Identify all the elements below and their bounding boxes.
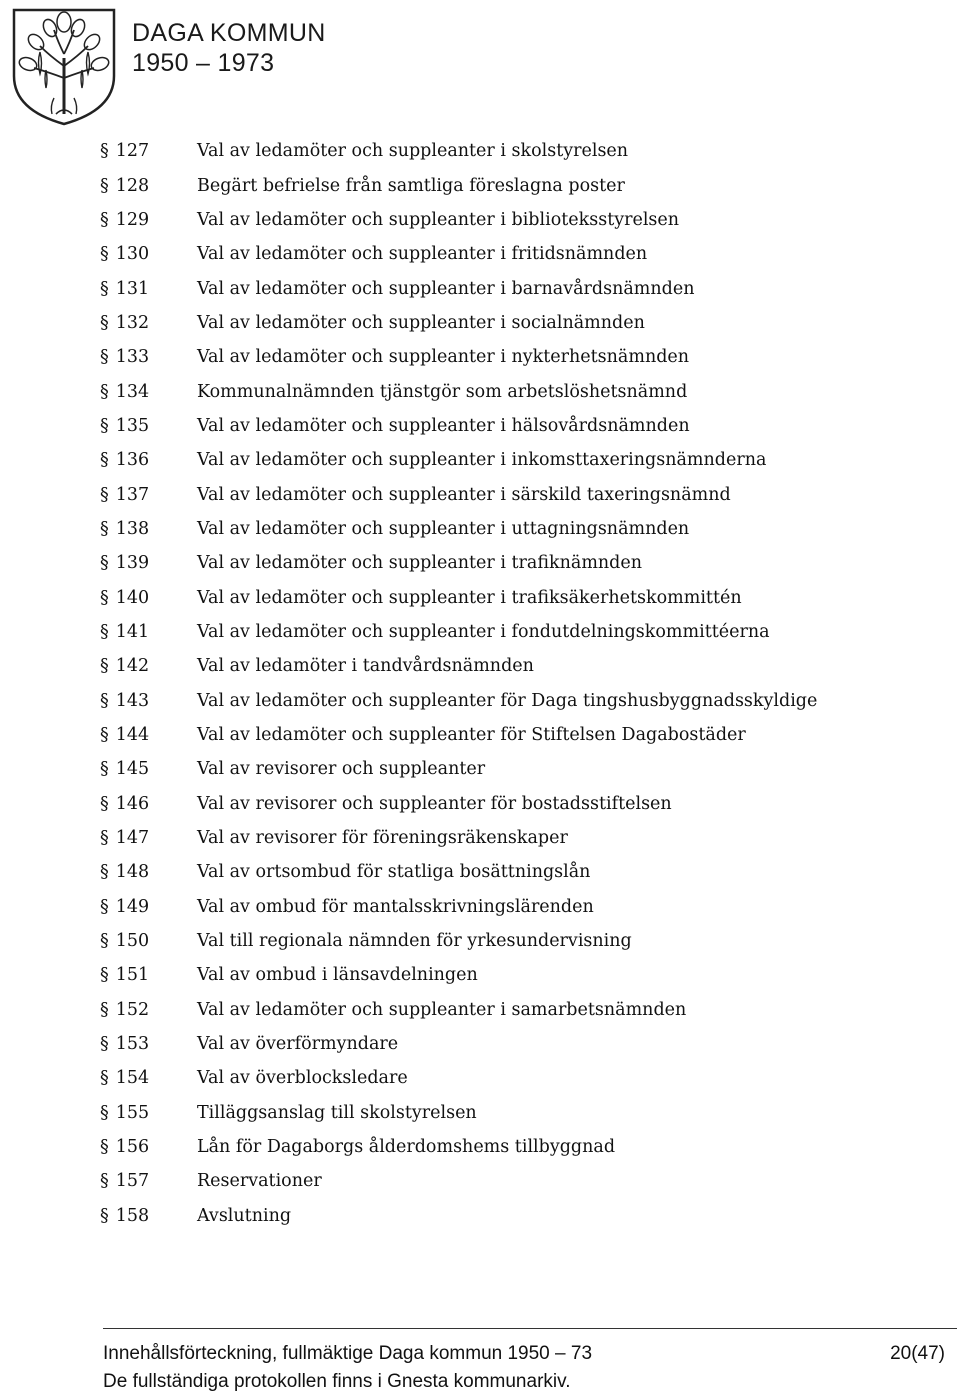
list-item: [100, 1096, 940, 1130]
paragraph-number: [100, 794, 197, 814]
list-item: [100, 752, 940, 786]
entry-title: Val av ledamöter och suppleanter i socialnämnden: [197, 312, 645, 333]
entry-title: Val av ledamöter och suppleanter i inkomsttaxeringsnämnderna: [197, 450, 767, 471]
entry-title: Val av ledamöter och suppleanter i särskild taxeringsnämnd: [197, 484, 731, 505]
section-sign-icon: §: [100, 965, 109, 986]
paragraph-number-value: 146: [115, 793, 150, 814]
title-block: [132, 18, 326, 78]
list-item: [100, 1199, 940, 1233]
entry-title: Val av ledamöter och suppleanter i trafiksäkerhetskommittén: [197, 587, 742, 608]
paragraph-number: [100, 210, 197, 230]
entry-title: Lån för Dagaborgs ålderdomshems tillbyggnad: [197, 1137, 616, 1158]
section-sign-icon: §: [100, 931, 109, 952]
list-item: [100, 374, 940, 408]
list-item: [100, 924, 940, 958]
section-sign-icon: §: [100, 828, 109, 849]
section-sign-icon: §: [100, 1034, 109, 1055]
section-sign-icon: §: [100, 312, 109, 333]
entry-title: Val av ledamöter och suppleanter i barnavårdsnämnden: [197, 278, 695, 299]
paragraph-number-value: 156: [115, 1137, 150, 1158]
entry-title: Val av överförmyndare: [197, 1034, 399, 1055]
list-item: [100, 890, 940, 924]
paragraph-number: [100, 382, 197, 402]
paragraph-number: [100, 279, 197, 299]
paragraph-number-value: 145: [115, 759, 150, 780]
paragraph-number-value: 139: [115, 553, 150, 574]
entry-title: Val av ledamöter och suppleanter i fondutdelningskommittéerna: [197, 621, 770, 642]
entry-title: Val av ombud för mantalsskrivningslärenden: [197, 896, 594, 917]
list-item: [100, 306, 940, 340]
section-sign-icon: §: [100, 1171, 109, 1192]
entry-title: Begärt befrielse från samtliga föreslagna poster: [197, 175, 625, 196]
entry-title: Tilläggsanslag till skolstyrelsen: [197, 1102, 477, 1123]
footer-archive-note: De fullständiga protokollen finns i Gnesta kommunarkiv.: [103, 1371, 571, 1392]
section-sign-icon: §: [100, 1205, 109, 1226]
list-item: [100, 649, 940, 683]
entry-title: Val av överblocksledare: [197, 1068, 408, 1089]
section-sign-icon: §: [100, 347, 109, 368]
section-sign-icon: §: [100, 484, 109, 505]
section-sign-icon: §: [100, 999, 109, 1020]
entry-title: Val av ledamöter och suppleanter i trafiknämnden: [197, 553, 643, 574]
list-item: [100, 787, 940, 821]
paragraph-number: [100, 176, 197, 196]
section-sign-icon: §: [100, 175, 109, 196]
paragraph-number-value: 149: [115, 896, 150, 917]
list-item: [100, 1027, 940, 1061]
paragraph-number-value: 127: [115, 141, 150, 162]
paragraph-number-value: 144: [115, 725, 150, 746]
entry-title: Kommunalnämnden tjänstgör som arbetslöshetsnämnd: [197, 381, 688, 402]
section-sign-icon: §: [100, 518, 109, 539]
entry-title: Val av ledamöter och suppleanter i biblioteksstyrelsen: [197, 209, 680, 230]
list-item: [100, 443, 940, 477]
entry-title: Val av ledamöter och suppleanter i nykterhetsnämnden: [197, 347, 690, 368]
paragraph-number-value: 152: [115, 999, 150, 1020]
coat-of-arms-icon: [10, 6, 118, 126]
paragraph-number: [100, 897, 197, 917]
paragraph-number-value: 148: [115, 862, 150, 883]
list-item: [100, 615, 940, 649]
entry-title: Reservationer: [197, 1171, 322, 1192]
paragraph-number: [100, 656, 197, 676]
entry-title: Val av revisorer och suppleanter för bostadsstiftelsen: [197, 793, 672, 814]
paragraph-number-value: 135: [115, 415, 150, 436]
entry-title: Val av ledamöter och suppleanter i skolstyrelsen: [197, 141, 629, 162]
paragraph-number-value: 131: [115, 278, 150, 299]
entry-title: Val av ledamöter i tandvårdsnämnden: [197, 656, 534, 677]
paragraph-number-value: 158: [115, 1205, 150, 1226]
paragraph-number: [100, 725, 197, 745]
page-footer: [103, 1340, 945, 1396]
section-sign-icon: §: [100, 244, 109, 265]
paragraph-number-value: 151: [115, 965, 150, 986]
entry-title: Val av ledamöter och suppleanter i samarbetsnämnden: [197, 999, 687, 1020]
entry-title: Val av ledamöter och suppleanter i uttagningsnämnden: [197, 518, 690, 539]
list-item: [100, 134, 940, 168]
paragraph-number: [100, 759, 197, 779]
period-years: 1950 – 1973: [132, 49, 275, 77]
paragraph-number: [100, 416, 197, 436]
entry-title: Val av ledamöter och suppleanter för Daga tingshusbyggnadsskyldige: [197, 690, 818, 711]
municipality-title: DAGA KOMMUN: [132, 19, 326, 47]
section-sign-icon: §: [100, 415, 109, 436]
paragraph-number-value: 133: [115, 347, 150, 368]
entry-title: Val av ombud i länsavdelningen: [197, 965, 478, 986]
table-of-contents: [100, 134, 940, 1233]
section-sign-icon: §: [100, 553, 109, 574]
list-item: [100, 718, 940, 752]
paragraph-number: [100, 588, 197, 608]
paragraph-number-value: 150: [115, 931, 150, 952]
list-item: [100, 684, 940, 718]
paragraph-number: [100, 828, 197, 848]
paragraph-number: [100, 691, 197, 711]
entry-title: Val av revisorer och suppleanter: [197, 759, 486, 780]
list-item: [100, 1130, 940, 1164]
paragraph-number: [100, 1103, 197, 1123]
section-sign-icon: §: [100, 690, 109, 711]
paragraph-number-value: 136: [115, 450, 150, 471]
section-sign-icon: §: [100, 621, 109, 642]
section-sign-icon: §: [100, 725, 109, 746]
list-item: [100, 958, 940, 992]
list-item: [100, 580, 940, 614]
section-sign-icon: §: [100, 759, 109, 780]
footer-document-title: Innehållsförteckning, fullmäktige Daga kommun 1950 – 73: [103, 1343, 593, 1364]
list-item: [100, 993, 940, 1027]
paragraph-number-value: 142: [115, 656, 150, 677]
paragraph-number-value: 155: [115, 1102, 150, 1123]
list-item: [100, 855, 940, 889]
paragraph-number: [100, 1206, 197, 1226]
paragraph-number-value: 153: [115, 1034, 150, 1055]
list-item: [100, 1061, 940, 1095]
paragraph-number-value: 147: [115, 828, 150, 849]
paragraph-number: [100, 553, 197, 573]
entry-title: Val av ortsombud för statliga bosättningslån: [197, 862, 591, 883]
section-sign-icon: §: [100, 278, 109, 299]
list-item: [100, 477, 940, 511]
list-item: [100, 821, 940, 855]
paragraph-number: [100, 313, 197, 333]
paragraph-number: [100, 931, 197, 951]
paragraph-number: [100, 965, 197, 985]
paragraph-number: [100, 862, 197, 882]
footer-divider: [103, 1328, 957, 1329]
entry-title: Val till regionala nämnden för yrkesundervisning: [197, 931, 632, 952]
paragraph-number-value: 134: [115, 381, 150, 402]
paragraph-number-value: 143: [115, 690, 150, 711]
entry-title: Val av ledamöter och suppleanter i fritidsnämnden: [197, 244, 648, 265]
section-sign-icon: §: [100, 1137, 109, 1158]
section-sign-icon: §: [100, 209, 109, 230]
list-item: [100, 271, 940, 305]
paragraph-number: [100, 485, 197, 505]
section-sign-icon: §: [100, 793, 109, 814]
paragraph-number-value: 141: [115, 621, 150, 642]
section-sign-icon: §: [100, 141, 109, 162]
section-sign-icon: §: [100, 587, 109, 608]
paragraph-number-value: 137: [115, 484, 150, 505]
entry-title: Avslutning: [197, 1205, 292, 1226]
paragraph-number: [100, 347, 197, 367]
section-sign-icon: §: [100, 1068, 109, 1089]
list-item: [100, 409, 940, 443]
section-sign-icon: §: [100, 656, 109, 677]
paragraph-number-value: 157: [115, 1171, 150, 1192]
list-item: [100, 168, 940, 202]
page-number: 20(47): [890, 1343, 945, 1364]
section-sign-icon: §: [100, 450, 109, 471]
list-item: [100, 512, 940, 546]
paragraph-number-value: 140: [115, 587, 150, 608]
entry-title: Val av ledamöter och suppleanter i hälsovårdsnämnden: [197, 415, 690, 436]
paragraph-number: [100, 1000, 197, 1020]
paragraph-number: [100, 450, 197, 470]
entry-title: Val av ledamöter och suppleanter för Stiftelsen Dagabostäder: [197, 725, 746, 746]
list-item: [100, 340, 940, 374]
list-item: [100, 237, 940, 271]
paragraph-number: [100, 1137, 197, 1157]
list-item: [100, 546, 940, 580]
section-sign-icon: §: [100, 381, 109, 402]
section-sign-icon: §: [100, 1102, 109, 1123]
paragraph-number-value: 129: [115, 209, 150, 230]
paragraph-number: [100, 1034, 197, 1054]
entry-title: Val av revisorer för föreningsräkenskaper: [197, 828, 568, 849]
paragraph-number: [100, 1171, 197, 1191]
section-sign-icon: §: [100, 862, 109, 883]
paragraph-number-value: 130: [115, 244, 150, 265]
section-sign-icon: §: [100, 896, 109, 917]
list-item: [100, 1164, 940, 1198]
page-header: [10, 6, 410, 126]
paragraph-number: [100, 1068, 197, 1088]
list-item: [100, 203, 940, 237]
paragraph-number: [100, 519, 197, 539]
paragraph-number-value: 128: [115, 175, 150, 196]
paragraph-number-value: 154: [115, 1068, 150, 1089]
paragraph-number: [100, 622, 197, 642]
paragraph-number: [100, 244, 197, 264]
paragraph-number-value: 132: [115, 312, 150, 333]
paragraph-number: [100, 141, 197, 161]
paragraph-number-value: 138: [115, 518, 150, 539]
